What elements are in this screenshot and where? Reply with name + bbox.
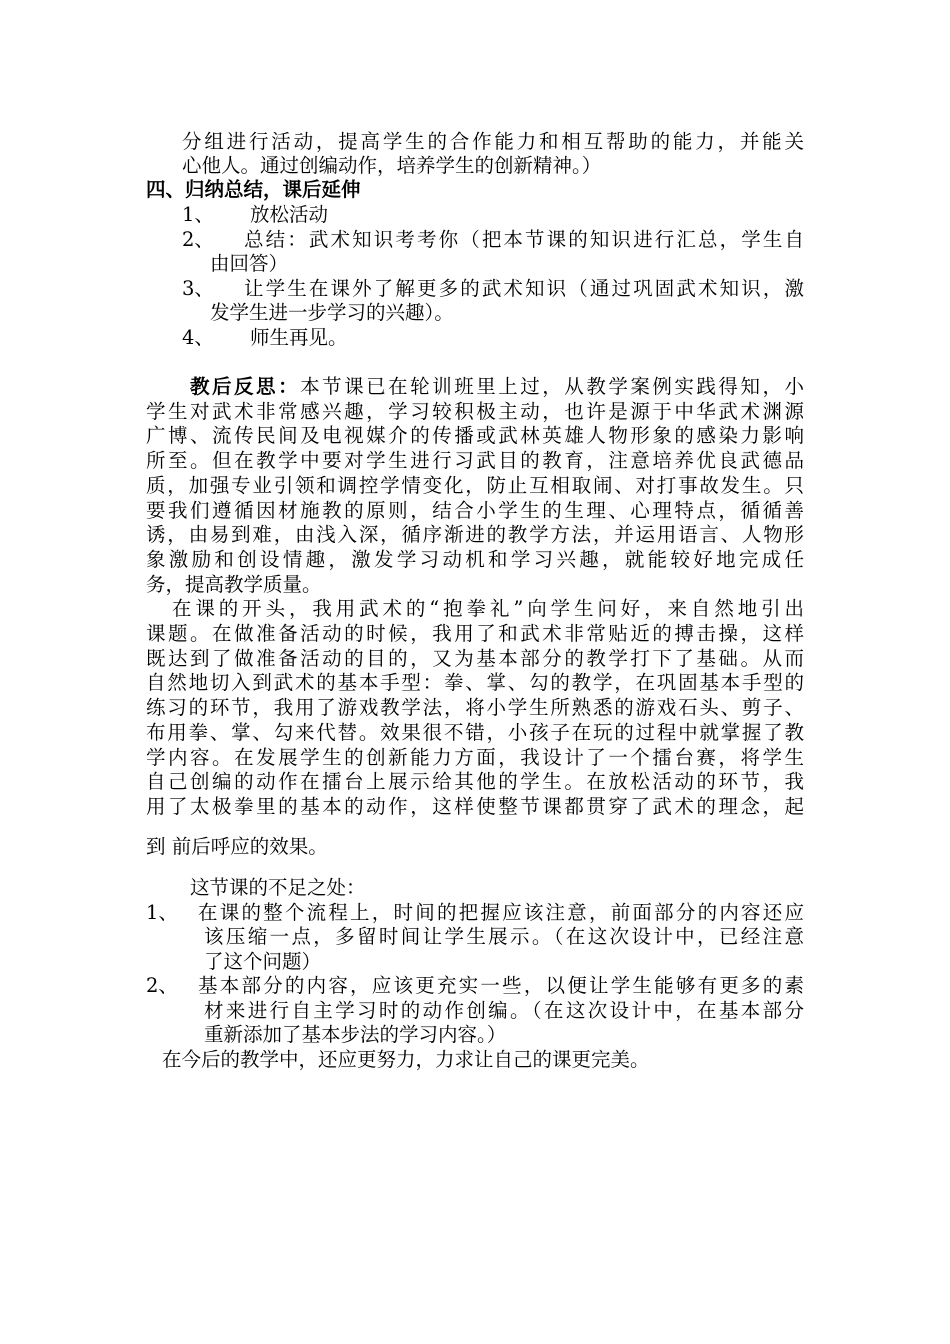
list-item-number: 2、 bbox=[146, 974, 178, 997]
reflection-line: 广博、流传民间及电视媒介的传播或武林英雄人物形象的感染力影响 bbox=[146, 424, 804, 447]
intro-line-2: 心他人。通过创编动作，培养学生的创新精神。） bbox=[182, 154, 602, 177]
list-item-number: 1、 bbox=[146, 901, 178, 924]
reflection-line: 质，加强专业引领和调控学情变化，防止互相取闹、对打事故发生。只 bbox=[146, 474, 804, 497]
list-item-text: 师生再见。 bbox=[250, 326, 348, 349]
paragraph-last-line: 到 前后呼应的效果。 bbox=[146, 835, 328, 858]
paragraph-line: 用了太极拳里的基本的动作，这样使整节课都贯穿了武术的理念，起 bbox=[146, 795, 804, 818]
reflection-first-line bbox=[190, 375, 804, 399]
list-item-number: 4、 bbox=[182, 326, 214, 349]
reflection-line: 诱，由易到难，由浅入深，循序渐进的教学方法，并运用语言、人物形 bbox=[146, 523, 804, 546]
list-item-text: 重新添加了基本步法的学习内容。） bbox=[204, 1023, 507, 1046]
list-item-continuation: 由回答） bbox=[210, 252, 289, 275]
reflection-label: 教后反思： bbox=[190, 375, 301, 398]
reflection-first-line-text: 本节课已在轮训班里上过，从教学案例实践得知，小 bbox=[300, 375, 804, 398]
list-item-number: 2、 bbox=[182, 228, 214, 251]
paragraph-line: 在课的开头，我用武术的“抱拳礼”向学生问好，来自然地引出 bbox=[172, 597, 804, 620]
paragraph-line: 练习的环节，我用了游戏教学法，将小学生所熟悉的游戏石头、剪子、 bbox=[146, 696, 804, 719]
reflection-line: 务，提高教学质量。 bbox=[146, 573, 322, 596]
list-item-text: 放松活动 bbox=[250, 203, 329, 226]
reflection-line: 所至。但在教学中要对学生进行习武目的教育，注意培养优良武德品 bbox=[146, 449, 804, 472]
reflection-line: 象激励和创设情趣，激发学习动机和学习兴趣，就能较好地完成任 bbox=[146, 548, 804, 571]
paragraph-line: 课题。在做准备活动的时候，我用了和武术非常贴近的搏击操，这样 bbox=[146, 622, 804, 645]
paragraph-line: 布用拳、掌、勾来代替。效果很不错，小孩子在玩的过程中就掌握了教 bbox=[146, 721, 804, 744]
list-item-continuation: 发学生进一步学习的兴趣）。 bbox=[210, 301, 454, 324]
paragraph-line: 自己创编的动作在擂台上展示给其他的学生。在放松活动的环节，我 bbox=[146, 770, 804, 793]
list-item-number: 1、 bbox=[182, 203, 214, 226]
reflection-line: 要我们遵循因材施教的原则，结合小学生的生理、心理特点，循循善 bbox=[146, 499, 804, 522]
paragraph-line: 既达到了做准备活动的目的，又为基本部分的教学打下了基础。从而 bbox=[146, 647, 804, 670]
list-item-number: 3、 bbox=[182, 277, 214, 300]
reflection-line: 学生对武术非常感兴趣，学习较积极主动，也许是源于中华武术渊源 bbox=[146, 400, 804, 423]
shortcomings-heading: 这节课的不足之处： bbox=[190, 876, 366, 899]
list-item-text: 总结：武术知识考考你（把本节课的知识进行汇总，学生自 bbox=[244, 228, 804, 251]
section-heading: 四、归纳总结，课后延伸 bbox=[146, 178, 361, 201]
paragraph-line: 学内容。在发展学生的创新能力方面，我设计了一个擂台赛，将学生 bbox=[146, 746, 804, 769]
list-item-text: 在课的整个流程上，时间的把握应该注意，前面部分的内容还应 bbox=[198, 901, 804, 924]
list-item-text: 基本部分的内容，应该更充实一些，以便让学生能够有更多的素 bbox=[198, 974, 804, 997]
list-item-text: 了这个问题） bbox=[204, 950, 322, 973]
list-item-text: 材来进行自主学习时的动作创编。（在这次设计中，在基本部分 bbox=[204, 999, 804, 1022]
closing-sentence: 在今后的教学中，还应更努力，力求让自己的课更完美。 bbox=[162, 1048, 650, 1071]
paragraph-line: 自然地切入到武术的基本手型：拳、掌、勾的教学，在巩固基本手型的 bbox=[146, 671, 804, 694]
list-item-text: 该压缩一点，多留时间让学生展示。（在这次设计中，已经注意 bbox=[204, 925, 804, 948]
list-item-text: 让学生在课外了解更多的武术知识（通过巩固武术知识，激 bbox=[244, 277, 804, 300]
intro-line-1: 分组进行活动，提高学生的合作能力和相互帮助的能力，并能关 bbox=[182, 130, 804, 153]
